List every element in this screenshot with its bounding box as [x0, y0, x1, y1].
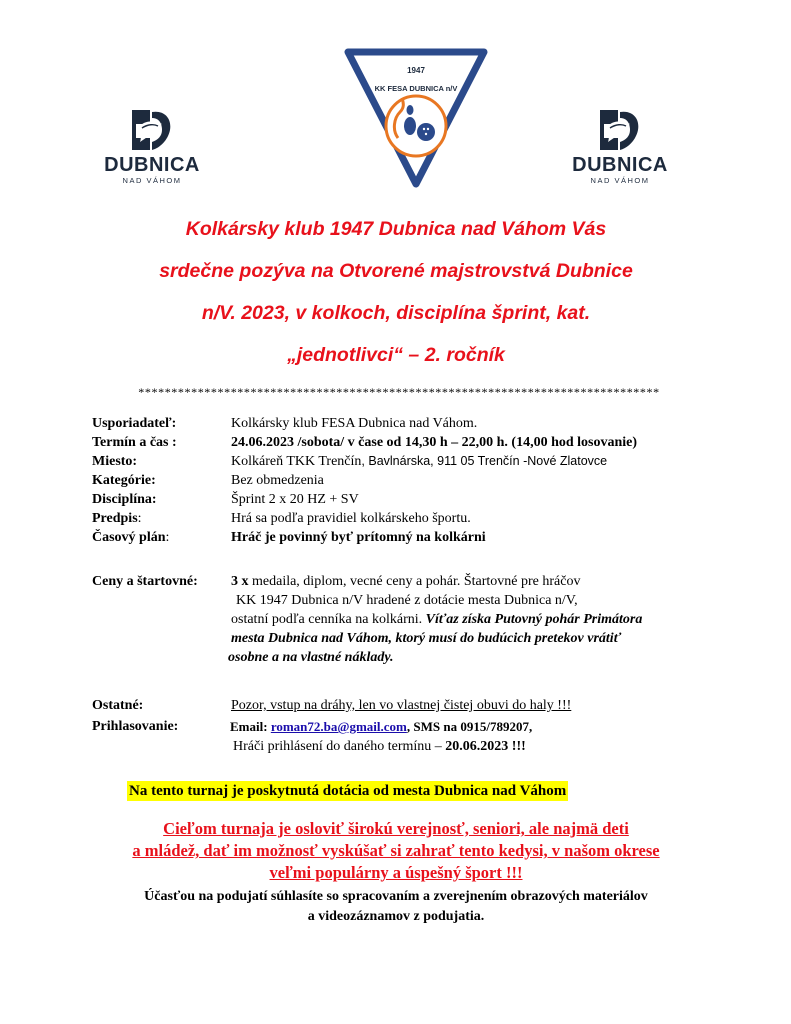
other-label: Ostatné:: [92, 698, 144, 713]
deadline-text: Hráči prihlásení do daného termínu –: [233, 739, 446, 754]
consent-note: [60, 887, 732, 927]
sponsor-note: Na tento turnaj je poskytnutá dotácia od mesta Dubnica nad Váhom: [129, 783, 567, 799]
prizes-line-5: osobne a na vlastné náklady.: [228, 650, 394, 665]
city-name: DUBNICA: [572, 154, 668, 176]
prizes-line-3-text: ostatní podľa cenníka na kolkárni.: [231, 612, 426, 627]
heading-line: „jednotlivci“ – 2. ročník: [287, 344, 505, 366]
schedule-label-colon: :: [165, 530, 170, 545]
city-name: DUBNICA: [104, 154, 200, 176]
place-label: Miesto:: [92, 454, 138, 469]
discipline-value: Šprint 2 x 20 HZ + SV: [231, 492, 359, 507]
club-year: 1947: [407, 66, 425, 75]
signup-deadline: [233, 737, 526, 756]
place-value: [231, 452, 607, 471]
dubnica-logo-right: [560, 108, 680, 186]
club-logo: [342, 38, 490, 188]
place-venue: Kolkáreň TKK Trenčín: [231, 454, 362, 469]
email-link[interactable]: roman72.ba@gmail.com: [270, 719, 407, 734]
prizes-line-1: [231, 572, 581, 591]
rules-label-colon: :: [137, 511, 142, 526]
place-address: , Bavlnárska, 911 05 Trenčín -Nové Zlatovce: [361, 454, 608, 468]
heading-line: srdečne pozýva na Otvorené majstrovstvá Dubnice: [159, 260, 633, 282]
prizes-line-3-bold: Víťaz získa Putovný pohár Primátora: [425, 612, 643, 627]
club-emblem-icon: [342, 38, 490, 188]
schedule-label-text: Časový plán: [92, 530, 166, 545]
date-value: 24.06.2023 /sobota/ v čase od 14,30 h – 22,00 h. (14,00 hod losovanie): [231, 435, 638, 450]
goal-line: veľmi populárny a úspešný šport !!!: [269, 863, 523, 882]
rules-label-text: Predpis: [92, 511, 138, 526]
goal-line: a mládež, dať im možnosť vyskúšať si zahrať tento kedysi, v našom okrese: [132, 841, 660, 860]
consent-line: a videozáznamov z podujatia.: [307, 909, 485, 924]
rules-value: Hrá sa podľa pravidiel kolkárskeho športu.: [231, 511, 471, 526]
signup-contact: [230, 717, 532, 736]
tournament-goal: [60, 818, 732, 884]
category-label: Kategórie:: [92, 473, 156, 488]
oak-leaf-logo-icon: [596, 108, 644, 152]
invitation-heading: [90, 208, 702, 376]
city-subtitle: NAD VÁHOM: [590, 176, 650, 185]
prizes-line-3: [231, 610, 642, 629]
prizes-label: Ceny a štartovné:: [92, 574, 198, 589]
oak-leaf-logo-icon: [128, 108, 176, 152]
heading-line: n/V. 2023, v kolkoch, disciplína šprint, kat.: [201, 302, 591, 324]
goal-line: Cieľom turnaja je osloviť širokú verejnosť, seniori, ale najmä deti: [163, 819, 629, 838]
sms-contact: , SMS na 0915/789207,: [406, 719, 533, 734]
heading-line: Kolkársky klub 1947 Dubnica nad Váhom Vás: [185, 218, 607, 240]
prizes-line-2: KK 1947 Dubnica n/V hradené z dotácie mesta Dubnica n/V,: [236, 593, 578, 608]
signup-label: Prihlasovanie:: [92, 719, 179, 734]
prizes-count: 3 x: [231, 574, 249, 589]
dubnica-logo-left: [92, 108, 212, 186]
consent-line: Účasťou na podujatí súhlasíte so spracovaním a zverejnením obrazových materiálov: [144, 889, 648, 904]
prizes-line-4: mesta Dubnica nad Váhom, ktorý musí do budúcich pretekov vrátiť: [231, 631, 622, 646]
organizer-label: Usporiadateľ:: [92, 416, 177, 431]
prizes-line-1-text: medaila, diplom, vecné ceny a pohár. Štartovné pre hráčov: [248, 574, 581, 589]
schedule-label: [92, 528, 169, 547]
rules-label: [92, 509, 142, 528]
deadline-date: 20.06.2023 !!!: [445, 739, 526, 754]
discipline-label: Disciplína:: [92, 492, 157, 507]
city-subtitle: NAD VÁHOM: [122, 176, 182, 185]
date-label: Termín a čas :: [92, 435, 177, 450]
schedule-value: Hráč je povinný byť prítomný na kolkárni: [231, 530, 486, 545]
club-name: KK FESA DUBNICA n/V: [374, 84, 458, 93]
email-prefix: Email:: [230, 719, 271, 734]
other-value: Pozor, vstup na dráhy, len vo vlastnej čistej obuvi do haly !!!: [231, 698, 572, 713]
organizer-value: Kolkársky klub FESA Dubnica nad Váhom.: [231, 416, 478, 431]
star-separator: *******************************************************************************: [138, 385, 660, 399]
category-value: Bez obmedzenia: [231, 473, 324, 488]
